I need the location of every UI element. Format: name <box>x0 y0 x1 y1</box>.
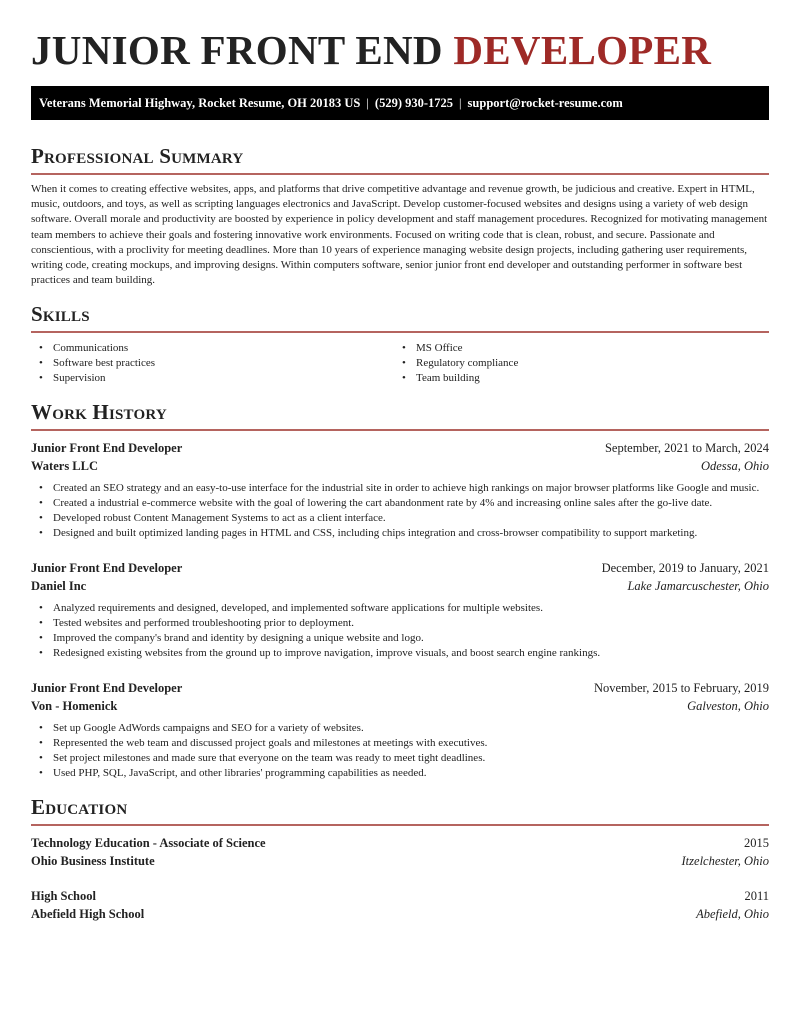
section-title-summary: Professional Summary <box>31 144 244 168</box>
job-bullet: • Created an SEO strategy and an easy-to-use interface for the industrial site in order to achieve high rankings on major browser platforms like Google and music. <box>31 481 769 496</box>
job-header-row <box>31 679 769 697</box>
job-bullet: • Redesigned existing websites from the ground up to improve navigation, improve visuals, and boost search engine rankings. <box>31 646 769 661</box>
skill-item: • Team building <box>394 371 757 386</box>
contact-address: Veterans Memorial Highway, Rocket Resume, OH 20183 US <box>39 96 361 110</box>
job-header-row <box>31 439 769 457</box>
job-bullet: • Analyzed requirements and designed, developed, and implemented software applications for multiple websites. <box>31 601 769 616</box>
education-location: Abefield, Ohio <box>696 907 769 922</box>
job-entry <box>31 559 769 661</box>
job-location: Odessa, Ohio <box>700 459 769 474</box>
education-school: Ohio Business Institute <box>31 854 155 869</box>
skill-item: • Communications <box>31 341 394 356</box>
job-header-row <box>31 559 769 577</box>
skills-column-left <box>31 341 394 386</box>
job-title: Junior Front End Developer <box>31 441 183 456</box>
job-entry <box>31 679 769 781</box>
education-location: Itzelchester, Ohio <box>681 854 769 869</box>
contact-email[interactable]: support@rocket-resume.com <box>467 96 623 110</box>
job-bullet: • Used PHP, SQL, JavaScript, and other libraries' programming capabilities as needed. <box>31 766 769 781</box>
job-dates: November, 2015 to February, 2019 <box>593 681 769 696</box>
job-company: Daniel Inc <box>31 579 87 594</box>
job-bullets <box>31 481 769 541</box>
job-company-row <box>31 697 769 715</box>
job-company-row <box>31 457 769 475</box>
job-company: Waters LLC <box>31 459 99 474</box>
education-degree: Technology Education - Associate of Science <box>31 836 266 851</box>
section-title-skills: Skills <box>31 302 90 327</box>
job-dates: December, 2019 to January, 2021 <box>601 561 769 576</box>
education-entry <box>31 887 769 923</box>
title-accent: DEVELOPER <box>453 27 712 73</box>
job-bullet: • Designed and built optimized landing pages in HTML and CSS, including chips integration and cross-browser compatibility to support marketing. <box>31 526 769 541</box>
job-company-row <box>31 577 769 595</box>
education-header-row <box>31 834 769 852</box>
education-header-row <box>31 887 769 905</box>
skill-item: • Regulatory compliance <box>394 356 757 371</box>
summary-text: When it comes to creating effective websites, apps, and platforms that drive competitive advantage and revenue growth, be judicious and creative. Expert in HTML, music, outdoors, and toys, as well as scripting languages electronics and JavaScript. Develop customer-focused websites and designs using a variety of web design software. Overall morale and productivity are boosted by experience in policy development and staff management procedures. Recognized for motivating management team members to achieve their goals and fostering innovative work environments. Focused on writing code that is clean, robust, and secure. Passionate and conscientious, with a proclivity for meeting deadlines. More than 10 years of experience managing website design projects, including gathering user requirements, writing code, creating mockups, and improving designs. Within computers software, senior junior front end developer and outstanding performer in software best practices and team building. <box>31 183 768 287</box>
summary-section <box>31 143 769 288</box>
job-bullet: • Set project milestones and made sure that everyone on the team was ready to meet tight deadlines. <box>31 751 769 766</box>
skill-item: • Software best practices <box>31 356 394 371</box>
job-dates: September, 2021 to March, 2024 <box>604 441 769 456</box>
skill-item: • Supervision <box>31 371 394 386</box>
title-main: JUNIOR FRONT END <box>31 27 443 73</box>
job-bullets <box>31 601 769 661</box>
skill-item: • MS Office <box>394 341 757 356</box>
job-bullets <box>31 721 769 781</box>
work-history-section <box>31 399 769 781</box>
section-title-education: Education <box>31 795 128 820</box>
contact-separator: | <box>459 96 462 110</box>
education-year: 2011 <box>744 889 769 904</box>
education-degree: High School <box>31 889 96 904</box>
skills-grid <box>31 341 769 386</box>
education-year: 2015 <box>744 836 769 851</box>
section-divider <box>31 331 769 333</box>
education-school-row <box>31 852 769 870</box>
resume-title <box>31 0 769 86</box>
job-title: Junior Front End Developer <box>31 681 183 696</box>
contact-separator: | <box>366 96 369 110</box>
job-company: Von - Homenick <box>31 699 118 714</box>
skills-section <box>31 301 769 386</box>
job-bullet: • Developed robust Content Management Systems to act as a client interface. <box>31 511 769 526</box>
section-divider <box>31 824 769 826</box>
skills-column-right <box>394 341 757 386</box>
job-title: Junior Front End Developer <box>31 561 183 576</box>
contact-bar <box>31 86 769 120</box>
contact-phone: (529) 930-1725 <box>374 96 454 110</box>
job-bullet: • Created a industrial e-commerce website with the goal of lowering the cart abandonment rate by 4% and increasing online sales after the go-live date. <box>31 496 769 511</box>
education-school-row <box>31 905 769 923</box>
education-section <box>31 794 769 923</box>
job-entry <box>31 439 769 541</box>
job-bullet: • Improved the company's brand and identity by designing a unique website and logo. <box>31 631 769 646</box>
job-bullet: • Tested websites and performed troubleshooting prior to deployment. <box>31 616 769 631</box>
job-location: Lake Jamarcuschester, Ohio <box>627 579 769 594</box>
job-bullet: • Represented the web team and discussed project goals and milestones at meetings with executives. <box>31 736 769 751</box>
job-bullet: • Set up Google AdWords campaigns and SEO for a variety of websites. <box>31 721 769 736</box>
section-divider <box>31 429 769 431</box>
education-school: Abefield High School <box>31 907 145 922</box>
education-entry <box>31 834 769 870</box>
job-location: Galveston, Ohio <box>687 699 769 714</box>
section-title-work: Work History <box>31 400 167 425</box>
section-divider <box>31 173 769 175</box>
